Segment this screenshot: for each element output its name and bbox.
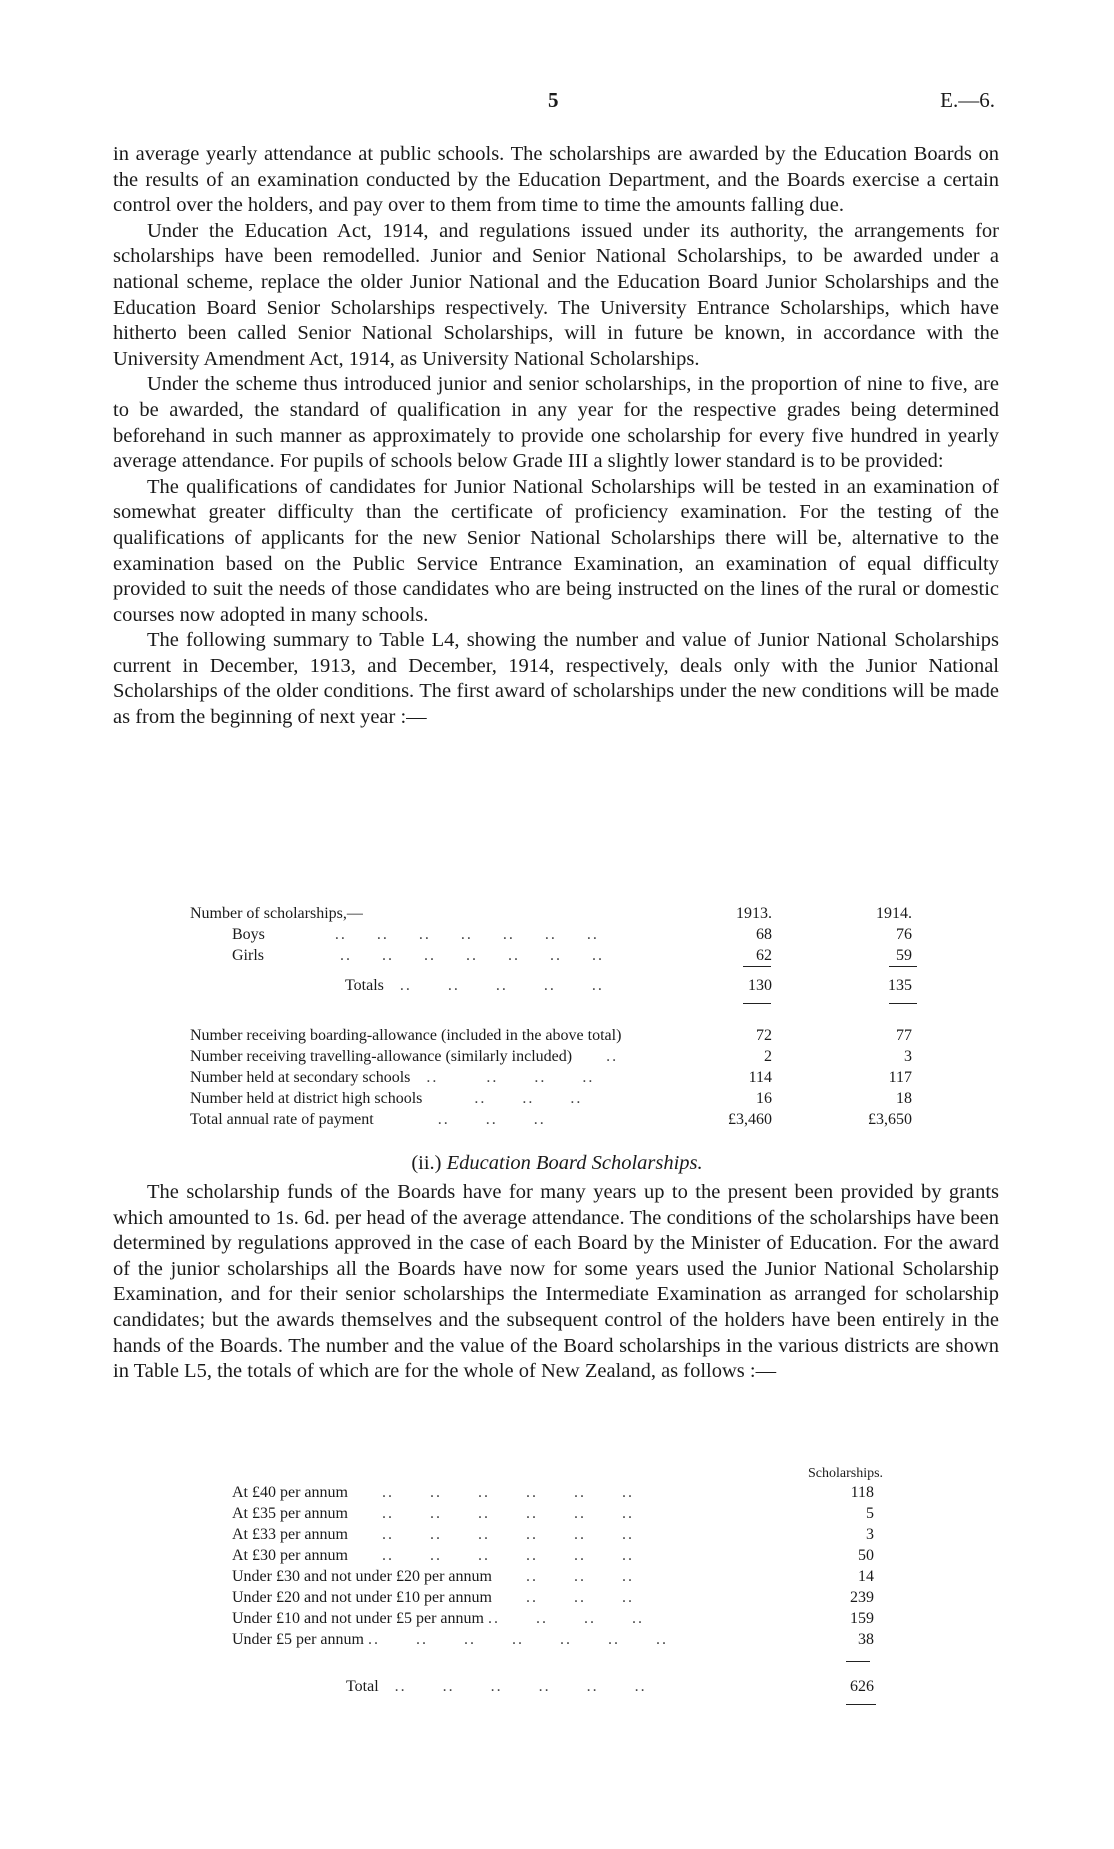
body-text-ii bbox=[113, 1180, 999, 1385]
row-label: Under £30 and not under £20 per annum bbox=[232, 1568, 492, 1585]
totals-label: Total bbox=[346, 1678, 379, 1695]
row-label: At £33 per annum bbox=[232, 1526, 348, 1543]
table-row: Number held at secondary schools .. .. .. .. 114 117 bbox=[190, 1069, 912, 1086]
table-row: At £33 per annum .. .. .. .. .. .. 3 bbox=[232, 1526, 874, 1543]
row-value-1913: 72 bbox=[756, 1027, 772, 1044]
subtotal-rule bbox=[846, 1661, 870, 1662]
table-row: Boys .. .. .. .. .. .. .. 68 76 bbox=[232, 926, 912, 943]
board-total-row-container bbox=[232, 1676, 932, 1697]
row-value-1914: 117 bbox=[888, 1069, 912, 1086]
row-value: 5 bbox=[866, 1505, 874, 1522]
total-rule bbox=[743, 1003, 771, 1004]
table-row: Girls .. .. .. .. .. .. .. 62 59 bbox=[232, 947, 912, 964]
section-title: Education Board Scholarships. bbox=[446, 1152, 703, 1174]
row-value: 159 bbox=[850, 1610, 874, 1627]
row-label: Number held at district high schools bbox=[190, 1090, 423, 1107]
total-rule bbox=[889, 1003, 917, 1004]
section-heading bbox=[0, 1152, 1114, 1175]
page-number: 5 bbox=[548, 88, 559, 112]
row-label: Total annual rate of payment bbox=[190, 1111, 374, 1128]
paragraph: Under the Education Act, 1914, and regulations issued under its authority, the arrangements for scholarships have been remodelled. Junior and Senior National Scholarships, to be awarded under a national scheme, replace the older Junior National and the Education Board Junior Scholarships and the Education Board Senior Scholarships respectively. The University Entrance Scholarships, which have hitherto been called Senior National Scholarships, will in future be known, in accordance with the University Amendment Act, 1914, as University National Scholarships. bbox=[113, 219, 999, 370]
table-header-row bbox=[232, 1463, 932, 1482]
row-value: 118 bbox=[850, 1484, 874, 1501]
row-label: Under £10 and not under £5 per annum bbox=[232, 1610, 484, 1627]
table-row: Under £20 and not under £10 per annum .. .. .. 239 bbox=[232, 1589, 874, 1606]
row-value-1913: 16 bbox=[756, 1090, 772, 1107]
table-intro: Number of scholarships,— bbox=[190, 905, 363, 922]
row-value-1913: £3,460 bbox=[728, 1111, 772, 1128]
row-value-1913: 2 bbox=[764, 1048, 772, 1065]
totals-1914: 135 bbox=[888, 977, 912, 994]
row-label: Number receiving travelling-allowance (similarly included) bbox=[190, 1048, 573, 1065]
row-value-1913: 114 bbox=[748, 1069, 772, 1086]
row-label: At £35 per annum bbox=[232, 1505, 348, 1522]
subtotal-rule bbox=[889, 966, 917, 967]
totals-row-container bbox=[190, 975, 930, 996]
row-value: 239 bbox=[850, 1589, 874, 1606]
paragraph: The scholarship funds of the Boards have for many years up to the present been provided by grants which amounted to 1s. 6d. per head of the average attendance. The conditions of the scholarships have been determined by regulations approved in the case of each Board by the Minister of Education. For the award of the junior scholarships all the Boards have now for some years used the Junior National Scholarship Examination, and for their senior scholarships the Intermediate Examination as arranged for scholarship candidates; but the awards themselves and the subsequent control of the holders have been entirely in the hands of the Boards. The number and the value of the Board scholarships in the various districts are shown in Table L5, the totals of which are for the whole of New Zealand, as follows :— bbox=[113, 1181, 999, 1383]
body-text bbox=[113, 142, 999, 731]
table-row: Under £5 per annum .. .. .. .. .. .. .. 38 bbox=[232, 1631, 874, 1648]
total-rule bbox=[846, 1704, 876, 1705]
junior-scholarships-details bbox=[190, 1025, 930, 1130]
board-scholarships-table bbox=[232, 1463, 932, 1650]
col-header-scholarships: Scholarships. bbox=[808, 1466, 884, 1481]
totals-label: Totals bbox=[345, 977, 384, 994]
row-value: 3 bbox=[866, 1526, 874, 1543]
row-label: Number held at secondary schools bbox=[190, 1069, 411, 1086]
totals-row: Total .. .. .. .. .. .. 626 bbox=[346, 1678, 874, 1695]
paragraph: The qualifications of candidates for Junior National Scholarships will be tested in an examination of somewhat greater difficulty than the certificate of proficiency examination. For the testing of the qualifications of applicants for the new Senior National Scholarships there will be, alternative to the examination based on the Public Service Entrance Examination, an examination of equal difficulty provided to suit the needs of those candidates who are being instructed on the lines of the rural or domestic courses now adopted in many schools. bbox=[113, 475, 999, 626]
totals-row: Totals .. .. .. .. .. 130 135 bbox=[345, 977, 912, 994]
row-label: At £40 per annum bbox=[232, 1484, 348, 1501]
row-value: 14 bbox=[858, 1568, 874, 1585]
page-header bbox=[0, 88, 1114, 118]
table-row: Number receiving travelling-allowance (similarly included) .. 2 3 bbox=[190, 1048, 912, 1065]
row-label: Number receiving boarding-allowance (included in the above total) bbox=[190, 1027, 622, 1044]
table-row: At £30 per annum .. .. .. .. .. .. 50 bbox=[232, 1547, 874, 1564]
section-number: (ii.) bbox=[411, 1152, 442, 1174]
table-row: Number held at district high schools .. .. .. 16 18 bbox=[190, 1090, 912, 1107]
totals-1913: 130 bbox=[748, 977, 772, 994]
paragraph: Under the scheme thus introduced junior and senior scholarships, in the proportion of nine to five, are to be awarded, the standard of qualification in any year for the respective grades being determined beforehand in such manner as approximately to provide one scholarship for every five hundred in yearly average attendance. For pupils of schools below Grade III a slightly lower standard is to be provided: bbox=[113, 373, 999, 473]
row-label: Boys bbox=[232, 926, 265, 943]
row-label: Girls bbox=[232, 947, 264, 964]
row-value: 38 bbox=[858, 1631, 874, 1648]
table-row: At £40 per annum .. .. .. .. .. .. 118 bbox=[232, 1484, 874, 1501]
paragraph: The following summary to Table L4, showing the number and value of Junior National Scholarships current in December, 1913, and December, 1914, respectively, deals only with the Junior National Scholarships of the older conditions. The first award of scholarships under the new conditions will be made as from the beginning of next year :— bbox=[113, 629, 999, 729]
row-value-1914: 3 bbox=[904, 1048, 912, 1065]
table-row: At £35 per annum .. .. .. .. .. .. 5 bbox=[232, 1505, 874, 1522]
subtotal-rule bbox=[743, 966, 771, 967]
document-code: E.—6. bbox=[940, 88, 995, 112]
row-label: Under £5 per annum bbox=[232, 1631, 364, 1648]
row-value-1914: 18 bbox=[896, 1090, 912, 1107]
row-value-1914: £3,650 bbox=[868, 1111, 912, 1128]
girls-1913: 62 bbox=[756, 947, 772, 964]
row-label: At £30 per annum bbox=[232, 1547, 348, 1564]
girls-1914: 59 bbox=[896, 947, 912, 964]
paragraph: in average yearly attendance at public schools. The scholarships are awarded by the Education Boards on the results of an examination conducted by the Education Department, and the Boards exercise a certain control over the holders, and pay over to them from time to time the amounts falling due. bbox=[113, 143, 999, 217]
junior-scholarships-table bbox=[190, 903, 930, 966]
table-row: Under £10 and not under £5 per annum .. .. .. .. 159 bbox=[232, 1610, 874, 1627]
row-value: 50 bbox=[858, 1547, 874, 1564]
boys-1914: 76 bbox=[896, 926, 912, 943]
col-header-1913: 1913. bbox=[736, 905, 772, 922]
table-row bbox=[190, 1025, 930, 1046]
col-header-1914: 1914. bbox=[876, 905, 912, 922]
boys-1913: 68 bbox=[756, 926, 772, 943]
table-row: Total annual rate of payment .. .. .. £3,460 £3,650 bbox=[190, 1111, 912, 1128]
total-value: 626 bbox=[850, 1678, 874, 1695]
table-header-row bbox=[190, 903, 930, 924]
table-row: Under £30 and not under £20 per annum .. .. .. 14 bbox=[232, 1568, 874, 1585]
row-value-1914: 77 bbox=[896, 1027, 912, 1044]
row-label: Under £20 and not under £10 per annum bbox=[232, 1589, 492, 1606]
